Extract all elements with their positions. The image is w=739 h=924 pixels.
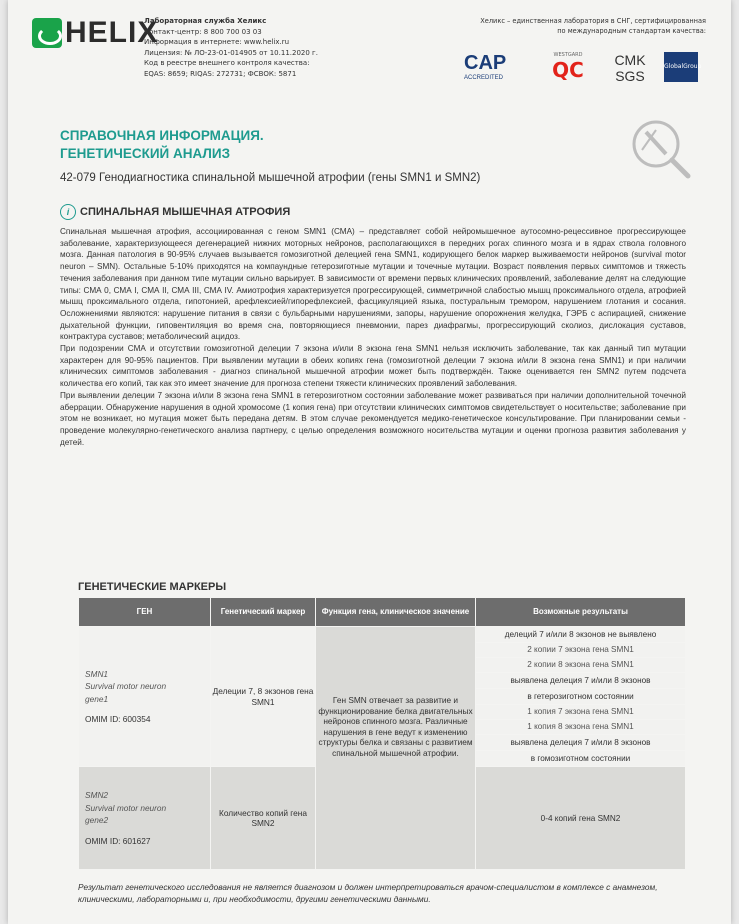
cert-note-line2: по международным стандартам качества: <box>557 27 706 35</box>
test-tube-magnifier-icon <box>626 114 696 184</box>
westgard-text: WESTGARD <box>553 52 583 58</box>
result-line: 1 копия 8 экзона гена SMN1 <box>476 720 686 735</box>
result-line: делеций 7 и/или 8 экзонов не выявлено <box>476 627 686 643</box>
helix-logo <box>32 14 159 54</box>
qc-text: QC <box>552 58 584 82</box>
gene-name: SMN1 <box>85 668 109 679</box>
paragraph: При подозрении СМА и отсутствии гомозиготной делеции 7 экзона и/или 8 экзона гена SMN1 нельзя исключить заболевание, так как данный тип мутации характерен для 90-95% пациентов. При выявлении мутации в обеих копиях гена (гомозиготной делеции 7 экзона и/или 8 экзона гена SMN1) и при наличии клинических симптомов заболевания - диагноз спинальной мышечной атрофии может быть подтверждён. Также оценивается ген SMN2 путем подсчета количества его копий, так как это имеет значение для прогноза степени тяжести клинических проявлений заболевания. <box>60 344 686 389</box>
footnote: Результат генетического исследования не является диагнозом и должен интерпретироваться врачом-специалистом в комплексе с анамнезом, клиническими, лабораторными и, при необходимости, другими генетическими данными. <box>78 882 658 904</box>
cmk-text: CMK <box>614 52 646 68</box>
certification-note <box>462 16 706 36</box>
westgard-qc-logo <box>546 52 590 86</box>
header <box>32 10 704 90</box>
page-title-line2: ГЕНЕТИЧЕСКИЙ АНАЛИЗ <box>60 146 231 161</box>
gene-desc: Survival motor neuron <box>85 681 167 691</box>
markers-title: ГЕНЕТИЧЕСКИЕ МАРКЕРЫ <box>78 581 227 593</box>
gene-desc: Survival motor neuron <box>85 802 167 813</box>
paragraph: Спинальная мышечная атрофия, ассоциированная с геном SMN1 (СМА) – представляет собой нейромышечное аутосомно-рецессивное прогрессирующее заболевание, характеризующееся дегенерацией нижних моторных нейронов, располагающихся в передних рогах спинного мозга и в ядрах ствола головного мозга. Данная патология в 90-95% случаев вызывается гомозиготной делецией гена SMN1, кодирующего белок маркер выживаемости нейронов (survival motor neuron – SMN). Остальные 5-10% приходятся на компаундные гетерозиготные мутации и точечные мутации. Возраст появления первых симптомов и тяжесть течения заболевания при данном типе мутации сильно варьирует. В зависимости от времени первых клинических проявлений, заболевание делят на следующие типы: СМА 0, СМА I, СМА II, СМА III, СМА IV. Амиотрофия характеризуется прогрессирующей, симметричной слабостью мышц проксимального отдела, атрофией мышц проксимального отдела, гипотонией, арефлексией/гипорефлексией, фасцикуляцией языка, постуральным тремором, нарушением глотания и сосания. Осложнениями являются: нарушение питания в связи с бульбарными нарушениями, запоры, нарушение опорожнения желудка, ГЭРБ с аспирацией, снижение дыхательной функции, гиповентиляция во время сна, повторяющиеся пневмонии, парез диафрагмы, прогрессирующий сколиоз, дислокация суставов, контрактура суставов; метаболический ацидоз. <box>60 227 686 342</box>
gene-name: SMN2 <box>85 790 109 800</box>
result-line: 2 копии 7 экзона гена SMN1 <box>476 643 686 658</box>
markers-table <box>78 597 686 870</box>
helix-logo-icon <box>32 18 62 48</box>
result-line: 2 копии 8 экзона гена SMN1 <box>476 658 686 673</box>
license: Лицензия: № ЛО-23-01-014905 от 10.11.2020 г. <box>144 48 318 57</box>
cert-note-line1: Хеликс – единственная лаборатория в СНГ, сертифицированная <box>480 17 706 25</box>
page-title <box>60 127 264 163</box>
registry-code: Код в реестре внешнего контроля качества: <box>144 59 310 67</box>
logo-text: HELIX <box>65 16 159 49</box>
table-row <box>79 627 686 643</box>
result-line: 0-4 копий гена SMN2 <box>476 767 686 870</box>
section-title: СПИНАЛЬНАЯ МЫШЕЧНАЯ АТРОФИЯ <box>80 206 291 218</box>
result-line: в гетерозиготном состоянии <box>476 689 686 705</box>
column-header: Функция гена, клиническое значение <box>316 598 476 627</box>
result-line: 1 копия 7 экзона гена SMN1 <box>476 705 686 720</box>
cmk-sgs-logo <box>610 52 650 86</box>
cap-logo-text: CAP <box>464 52 507 74</box>
info-icon: i <box>60 204 76 220</box>
result-line: выявлена делеция 7 и/или 8 экзонов <box>476 673 686 689</box>
column-header: ГЕН <box>79 598 211 627</box>
gene-desc: gene2 <box>85 815 109 825</box>
table-header-row <box>79 598 686 627</box>
omim-id: OMIM ID: 601627 <box>85 835 151 846</box>
article-body <box>60 226 686 448</box>
sgs-text: SGS <box>615 68 645 84</box>
gene-cell-smn2 <box>79 767 211 870</box>
globalgroup-logo <box>664 52 702 82</box>
column-header: Возможные результаты <box>476 598 686 627</box>
globalgroup-text: GlobalGroup <box>664 63 702 70</box>
gene-desc: gene1 <box>85 693 109 704</box>
header-info <box>144 16 364 79</box>
marker-cell-smn2: Количество копий гена SMN2 <box>211 767 316 870</box>
function-cell: Ген SMN отвечает за развитие и функционирование белка двигательных нейронов спинного мозга. Различные нарушения в гене ведут к изменению структуры белка и связаны с развитием спинальной мышечной атрофии. <box>316 627 476 870</box>
company-name: Лабораторная служба Хеликс <box>144 17 267 25</box>
column-header: Генетический маркер <box>211 598 316 627</box>
test-code: 42-079 Генодиагностика спинальной мышечной атрофии (гены SMN1 и SMN2) <box>60 172 481 184</box>
cap-accredited-logo <box>464 52 532 86</box>
result-line: в гомозиготном состоянии <box>476 751 686 767</box>
eqas-codes: EQAS: 8659; RIQAS: 272731; ФСВОК: 5871 <box>144 69 297 78</box>
page-title-line1: СПРАВОЧНАЯ ИНФОРМАЦИЯ. <box>60 128 264 143</box>
paragraph: При выявлении делеции 7 экзона и/или 8 экзона гена SMN1 в гетерозиготном состоянии заболевание может развиваться при наличии дополнительной точечной аберрации. Обнаружение нарушения в одной хромосоме (1 копия гена) при отсутствии клинических симптомов свидетельствует о носительстве; заболевание при этом не возникает, но мутация может быть передана детям. В этом случае рекомендуется медико-генетическое консультирование. При планировании семьи - проведение молекулярно-генетического анализа партнеру, с целью определения возможного носительства мутации и оценки прогноза развития заболевания у детей. <box>60 390 686 447</box>
cap-logo-sub: ACCREDITED <box>464 75 504 81</box>
result-line: выявлена делеция 7 и/или 8 экзонов <box>476 735 686 751</box>
marker-cell-smn1: Делеции 7, 8 экзонов гена SMN1 <box>211 627 316 767</box>
internet-info: Информация в интернете: www.helix.ru <box>144 38 290 46</box>
section-heading <box>60 204 290 220</box>
omim-id: OMIM ID: 600354 <box>85 714 151 724</box>
gene-cell-smn1 <box>79 627 211 767</box>
contact-center: Контакт-центр: 8 800 700 03 03 <box>144 27 262 36</box>
document-page <box>8 0 731 924</box>
